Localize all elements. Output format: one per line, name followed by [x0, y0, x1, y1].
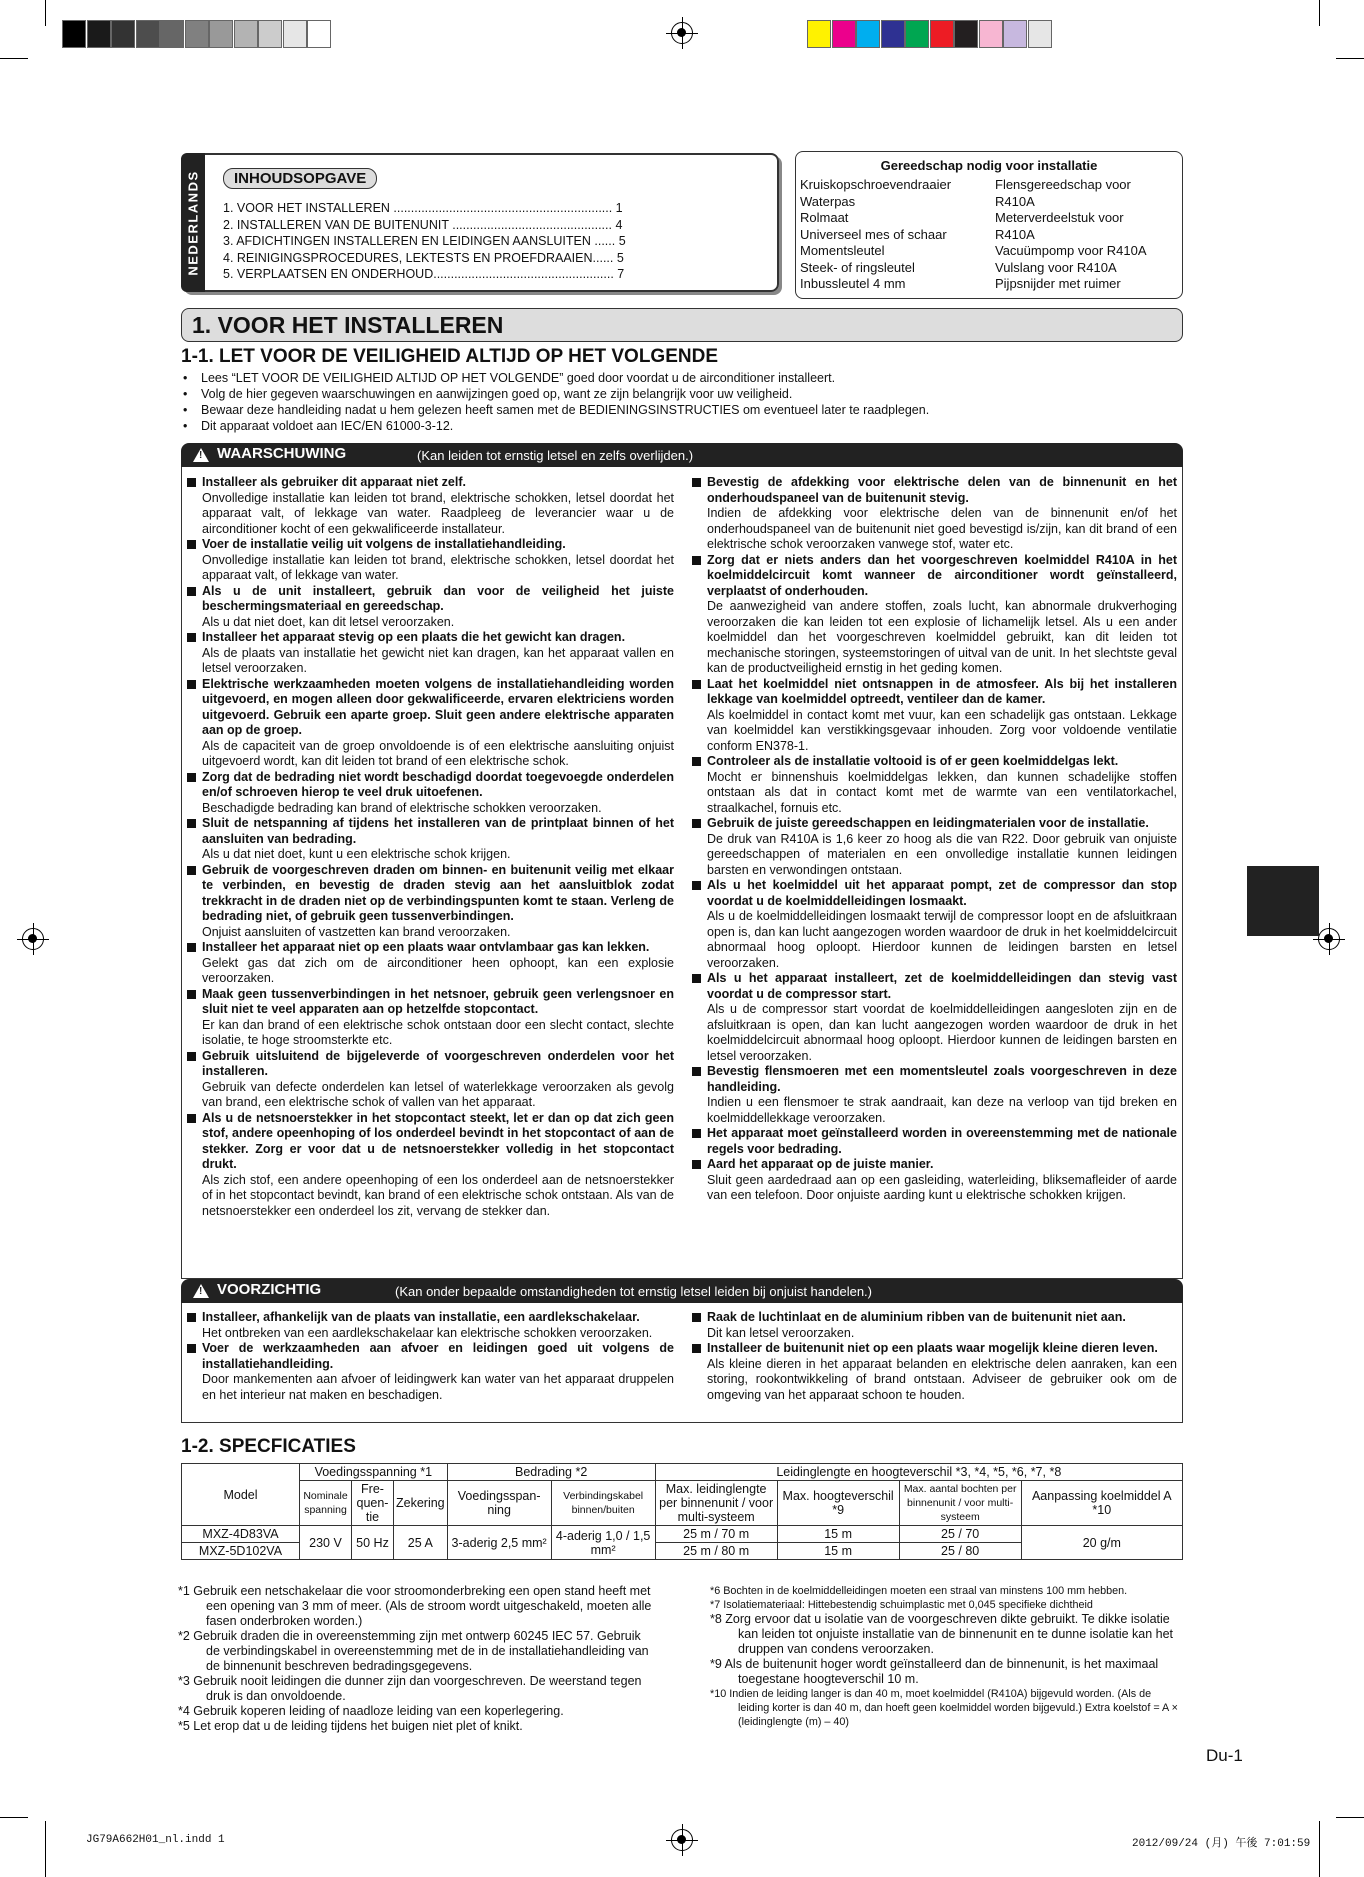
footnote: *10 Indien de leiding langer is dan 40 m, moet koelmiddel (R410A) bijgevuld worden. (Als de leiding korter is dan 40 m, dan hoeft geen koelmiddel worden bijgevuld.) Extra koelstof = A × (leidinglengte (m) – 40)	[710, 1688, 1178, 1728]
tool-item: Flensgereedschap voor	[995, 177, 1131, 192]
warning-item-heading: Zorg dat de bedrading niet wordt beschadigd doordat toegevoegde onderdelen en/of schroeven hierop te veel druk uitoefenen.	[202, 769, 674, 799]
warning-item	[689, 1126, 1177, 1157]
warning-item	[184, 475, 674, 537]
toc-item[interactable]: 3. AFDICHTINGEN INSTALLEREN EN LEIDINGEN AANSLUITEN ...... 5	[223, 234, 626, 248]
warning-item-text: Er kan dan brand of een elektrische schok ontstaan door een slecht contact, slechte isolatie, te hoge stroomsterkte etc.	[202, 1017, 674, 1047]
warning-item	[689, 816, 1177, 878]
bullet-item: • Bewaar deze handleiding nadat u hem gelezen heeft samen met de BEDIENINGSINSTRUCTIES om eventueel later te raadplegen.	[181, 402, 929, 418]
color-swatch	[832, 20, 856, 48]
warning-item-text: Gelekt gas dat zich om de airconditioner heen ophoopt, kan een explosie veroorzaken.	[202, 955, 674, 985]
header-maxheight: Max. hoogteverschil *9	[777, 1481, 899, 1526]
caution-left-column	[184, 1310, 674, 1403]
footnote: *6 Bochten in de koelmiddelleidingen moeten een straal van minstens 100 mm hebben.	[710, 1585, 1128, 1597]
warning-item	[184, 630, 674, 677]
registration-mark-icon	[671, 22, 693, 44]
color-swatch	[856, 20, 880, 48]
gray-swatch	[160, 20, 184, 48]
tools-title: Gereedschap nodig voor installatie	[880, 158, 1098, 173]
warning-item-heading: Aard het apparaat op de juiste manier.	[707, 1157, 934, 1171]
cell-fuse: 25 A	[394, 1526, 448, 1560]
footnote: *7 Isolatiemateriaal: Hittebestendig schuimplastic met 0,045 specifieke dichtheid	[710, 1599, 1093, 1611]
warning-item-text: Sluit geen aardedraad aan op een gasleiding, waterleiding, bliksemafleider of aarde van een telefoon. Door onjuiste aarding kunt u elektrische schokken krijgen.	[707, 1172, 1177, 1202]
warning-item-heading: Gebruik de juiste gereedschappen en leidingmaterialen voor de installatie.	[707, 816, 1149, 830]
gray-swatch	[62, 20, 86, 48]
caution-item-text: Dit kan letsel veroorzaken.	[707, 1325, 855, 1340]
warning-left-column	[184, 475, 674, 1219]
toc-item[interactable]: 1. VOOR HET INSTALLEREN ............................................................... 1	[223, 201, 623, 215]
warning-item-heading: Installeer het apparaat niet op een plaats waar ontvlambaar gas kan lekken.	[202, 940, 650, 954]
gray-swatch	[234, 20, 258, 48]
warning-item	[689, 475, 1177, 553]
crop-mark	[45, 0, 46, 26]
gray-swatch	[258, 20, 282, 48]
cell-freq: 50 Hz	[352, 1526, 394, 1560]
warning-item-text: Gebruik van defecte onderdelen kan letsel of waterlekkage veroorzaken als gevolg van brand, een elektrische schok of vallen van het apparaat.	[202, 1079, 674, 1109]
gray-swatch	[87, 20, 111, 48]
footnote: *9 Als de buitenunit hoger wordt geïnstalleerd dan de binnenunit, is het maximaal toegestane hoogteverschil 10 m.	[710, 1657, 1159, 1686]
tool-item: R410A	[995, 193, 1035, 209]
caution-item-heading: Installeer, afhankelijk van de plaats van installatie, een aardlekschakelaar.	[202, 1310, 640, 1324]
cell-len: 25 m / 80 m	[655, 1543, 777, 1560]
warning-item-text: Beschadigde bedrading kan brand of elektrische schokken veroorzaken.	[202, 800, 602, 815]
bullet-item: • Dit apparaat voldoet aan IEC/EN 61000-3-12.	[181, 418, 929, 434]
registration-mark-icon	[1318, 928, 1340, 950]
warning-item	[184, 1049, 674, 1111]
cell-supply: 3-aderig 2,5 mm²	[447, 1526, 551, 1560]
bullet-item: • Lees “LET VOOR DE VEILIGHEID ALTIJD OP HET VOLGENDE” goed door voordat u de airconditioner installeert.	[181, 370, 929, 386]
warning-item	[689, 553, 1177, 677]
warning-item	[184, 940, 674, 987]
warning-item-text: De druk van R410A is 1,6 keer zo hoog als die van R22. Door gebruik van onjuiste gereedschappen of materialen en een onvolledige installatie kunnen leidingen barsten en verwondingen ontstaan.	[707, 831, 1177, 877]
warning-item-heading: Als u de netsnoerstekker in het stopcontact steekt, let er dan op dat zich geen stof, andere opeenhoping of los onderdeel bevindt in het stopcontact of aan de stekker. Zorg er voor dat u de netsnoerstekker volledig in het stopcontact drukt.	[202, 1110, 674, 1171]
cell-cable: 4-aderig 1,0 / 1,5 mm²	[551, 1526, 655, 1560]
warning-item-text: Onvolledige installatie kan leiden tot brand, elektrische schokken, letsel doordat het apparaat valt, of lekkage van water. Raadpleeg de leverancier waar u de airconditioner kocht of een gekwalificeerde installateur.	[202, 490, 674, 536]
warning-item-text: Als de capaciteit van de groep onvoldoende is of een elektrische aansluiting onjuist uitgevoerd wordt, kan dit leiden tot brand of een elektrische schok.	[202, 738, 674, 768]
warning-item	[689, 754, 1177, 816]
caution-subtitle: (Kan onder bepaalde omstandigheden tot ernstig letsel leiden bij onjuist handelen.)	[395, 1284, 872, 1299]
warning-title: WAARSCHUWING	[217, 445, 347, 462]
warning-item-heading: Maak geen tussenverbindingen in het netsnoer, gebruik geen verlengsnoer en sluit niet te veel apparaten aan op hetzelfde stopcontact.	[202, 986, 674, 1016]
color-swatch	[954, 20, 978, 48]
warning-item-heading: Elektrische werkzaamheden moeten volgens de installatiehandleiding worden uitgevoerd, en mogen alleen door gekwalificeerde, ervaren elektriciens worden uitgevoerd. Gebruik een aparte groep. Sluit geen andere elektrische apparaten aan op de groep.	[202, 676, 674, 737]
tool-item: Inbussleutel 4 mm	[800, 276, 906, 291]
section-title: 1. VOOR HET INSTALLEREN	[181, 308, 1183, 342]
cell-bends: 25 / 80	[899, 1543, 1021, 1560]
warning-subtitle: (Kan leiden tot ernstig letsel en zelfs overlijden.)	[417, 448, 694, 463]
tool-item: R410A	[995, 226, 1035, 242]
cell-height: 15 m	[777, 1543, 899, 1560]
warning-item	[184, 537, 674, 584]
footnote: *5 Let erop dat u de leiding tijdens het buigen niet plet of knikt.	[178, 1719, 523, 1733]
warning-item-heading: Bevestig de afdekking voor elektrische delen van de binnenunit en het onderhoudspaneel van de buitenunit stevig.	[707, 475, 1177, 505]
warning-item	[184, 863, 674, 941]
caution-header	[181, 1279, 1183, 1303]
cell-model: MXZ-5D102VA	[182, 1543, 300, 1560]
warning-item	[184, 677, 674, 770]
tools-left-list	[800, 177, 951, 293]
footer-timestamp: 2012/09/24 (月) 午後 7:01:59	[1132, 1838, 1311, 1850]
warning-item-heading: Gebruik de voorgeschreven draden om binnen- en buitenunit veilig met elkaar te verbinden, en bevestig de draden stevig aan het aansluitblok zodat trekkracht in de draden niet op de verbindingspunten komt te staan. Verleng de bedrading niet, of gebruik geen tussenverbindingen.	[202, 862, 674, 923]
color-swatch	[930, 20, 954, 48]
tool-item: Pijpsnijder met ruimer	[995, 276, 1121, 291]
warning-item	[689, 677, 1177, 755]
warning-item-text: Mocht er binnenshuis koelmiddelgas lekken, dan kunnen schadelijke stoffen ontstaan als dat in contact komt met de warmte van een ventilatorkachel, straalkachel, fornuis etc.	[707, 769, 1177, 815]
cell-len: 25 m / 70 m	[655, 1526, 777, 1543]
warning-item-heading: Laat het koelmiddel niet ontsnappen in de atmosfeer. Als bij het installeren lekkage van koelmiddel optreedt, ventileer dan de kamer.	[707, 676, 1177, 706]
color-swatch	[807, 20, 831, 48]
header-pipe: Leidinglengte en hoogteverschil *3, *4, *5, *6, *7, *8	[655, 1464, 1182, 1481]
header-cable: Verbindingskabel binnen/buiten	[551, 1481, 655, 1526]
gray-swatch	[307, 20, 331, 48]
warning-item	[184, 770, 674, 817]
cell-height: 15 m	[777, 1526, 899, 1543]
tool-item: Universeel mes of schaar	[800, 226, 947, 242]
color-swatch	[979, 20, 1003, 48]
header-freq: Fre-quen-tie	[352, 1481, 394, 1526]
caution-item	[184, 1341, 674, 1403]
caution-item	[689, 1310, 1177, 1341]
header-refr: Aanpassing koelmiddel A *10	[1021, 1481, 1182, 1526]
header-nominal: Nominale spanning	[300, 1481, 352, 1526]
warning-item-heading: Sluit de netspanning af tijdens het installeren van de printplaat binnen of het aansluiten van bedrading.	[202, 816, 674, 846]
crop-mark	[45, 1821, 46, 1877]
warning-item-text: Onjuist aansluiten of vastzetten kan brand veroorzaken.	[202, 924, 511, 939]
tools-box	[795, 151, 1183, 299]
gray-swatch	[185, 20, 209, 48]
warning-item	[184, 816, 674, 863]
tool-item: Kruiskopschroevendraaier	[800, 177, 952, 192]
footnote: *1 Gebruik een netschakelaar die voor stroomonderbreking een open stand heeft met een opening van 3 mm of meer. (Als de stroom wordt uitgeschakeld, moeten alle fasen onderbroken worden.)	[178, 1584, 652, 1628]
intro-bullets	[181, 370, 929, 434]
cell-bends: 25 / 70	[899, 1526, 1021, 1543]
caution-title: VOORZICHTIG	[217, 1281, 322, 1298]
warning-item-text: Als koelmiddel in contact komt met vuur, kan een schadelijk gas ontstaan. Lekkage van koelmiddel kan verstikkingsgevaar inhouden. Zorg voor voldoende ventilatie conform EN378-1.	[707, 707, 1177, 753]
caution-icon	[193, 1284, 209, 1298]
warning-item-text: Als u dat niet doet, kan dit letsel veroorzaken.	[202, 614, 455, 629]
crop-mark	[1336, 1817, 1364, 1818]
warning-icon	[193, 448, 209, 462]
color-swatch	[881, 20, 905, 48]
gray-swatch	[283, 20, 307, 48]
header-model: Model	[182, 1464, 300, 1526]
subsection-title: 1-1. LET VOOR DE VEILIGHEID ALTIJD OP HET VOLGENDE	[181, 346, 719, 367]
warning-item	[689, 878, 1177, 971]
registration-mark-icon	[22, 928, 44, 950]
language-tab	[181, 153, 205, 292]
gray-swatch	[209, 20, 233, 48]
crop-mark	[0, 58, 28, 59]
warning-item-text: Als de plaats van installatie het gewicht niet kan dragen, kan het apparaat vallen en letsel veroorzaken.	[202, 645, 674, 675]
caution-item	[184, 1310, 674, 1341]
cell-model: MXZ-4D83VA	[182, 1526, 300, 1543]
color-swatch	[1003, 20, 1027, 48]
warning-header	[181, 443, 1183, 467]
caution-item-text: Als kleine dieren in het apparaat belanden en elektrische delen aanraken, kan een storing, rookontwikkeling of brand ontstaan. Adviseer de gebruiker ook om de omgeving van het apparaat schoon te houden.	[707, 1356, 1177, 1402]
caution-item	[689, 1341, 1177, 1403]
warning-item-text: Als u de compressor start voordat de koelmiddelleidingen aangesloten zijn en de afsluitkraan is open, dan kan lucht aangezogen worden waardoor de druk in het koelmiddelcircuit abnormaal hoog oploopt. Hierdoor kunnen de leidingen barsten en letsel veroorzaken.	[707, 1002, 1177, 1063]
caution-item-text: Het ontbreken van een aardlekschakelaar kan elektrische schokken veroorzaken.	[202, 1325, 653, 1340]
header-bends: Max. aantal bochten per binnenunit / voor multi-systeem	[899, 1481, 1021, 1526]
footnote: *4 Gebruik koperen leiding of naadloze leiding van een koperlegering.	[178, 1704, 564, 1718]
footnotes-left	[178, 1584, 656, 1734]
caution-item-heading: Installeer de buitenunit niet op een plaats waar mogelijk kleine dieren leven.	[707, 1341, 1158, 1355]
warning-item	[689, 1064, 1177, 1126]
chapter-tab	[1247, 866, 1319, 936]
crop-mark	[0, 1817, 28, 1818]
caution-right-column	[689, 1310, 1177, 1403]
tool-item: Vacuümpomp voor R410A	[995, 243, 1147, 258]
specs-table	[181, 1463, 1183, 1560]
page-number: Du-1	[1206, 1746, 1243, 1765]
warning-item	[689, 971, 1177, 1064]
crop-mark	[1319, 0, 1320, 26]
tool-item: Momentsleutel	[800, 243, 885, 258]
warning-item-text: Als u de koelmiddelleidingen losmaakt terwijl de compressor loopt en de afsluitkraan open is, dan kan lucht aangezogen worden waardoor de druk in het koelmiddelcircuit abnormaal hoog oploopt. Hierdoor kunnen de leidingen barsten en letsel veroorzaken.	[707, 909, 1177, 970]
bullet-item: • Volg de hier gegeven waarschuwingen en aanwijzingen goed op, want ze zijn belangrijk voor uw veiligheid.	[181, 386, 929, 402]
warning-item-heading: Gebruik uitsluitend de bijgeleverde of voorgeschreven onderdelen voor het installeren.	[202, 1048, 674, 1078]
crop-mark	[1336, 58, 1364, 59]
toc-item[interactable]: 5. VERPLAATSEN EN ONDERHOUD.................................................... 7	[223, 267, 625, 281]
tool-item: Vulslang voor R410A	[995, 259, 1117, 275]
tools-right-list	[995, 177, 1147, 293]
caution-item-heading: Voer de werkzaamheden aan afvoer en leidingen goed uit volgens de installatiehandleiding.	[202, 1341, 674, 1371]
header-wiring: Bedrading *2	[447, 1464, 655, 1481]
warning-item-heading: Voer de installatie veilig uit volgens de installatiehandleiding.	[202, 537, 566, 551]
toc-title: INHOUDSOPGAVE	[223, 168, 377, 189]
cell-voltage: 230 V	[300, 1526, 352, 1560]
header-maxlen: Max. leidinglengte per binnenunit / voor multi-systeem	[655, 1481, 777, 1526]
warning-item-heading: Bevestig flensmoeren met een momentsleutel zoals voorgeschreven in deze handleiding.	[707, 1064, 1177, 1094]
footnotes-right	[710, 1584, 1184, 1729]
warning-item-heading: Zorg dat er niets anders dan het voorgeschreven koelmiddel R410A in het koelmiddelcircuit komt wanneer de airconditioner wordt geïnstalleerd, verplaatst of onderhouden.	[707, 552, 1177, 598]
footnote: *8 Zorg ervoor dat u isolatie van de voorgeschreven dikte gebruikt. Te dikke isolatie kan leiden tot onjuiste installatie van de binnenunit en te dunne isolatie kan het druppen van condens veroorzaken.	[710, 1612, 1174, 1656]
cell-refr: 20 g/m	[1021, 1526, 1182, 1560]
warning-item-heading: Als u het apparaat installeert, zet de koelmiddelleidingen dan stevig vast voordat u de compressor start.	[707, 971, 1177, 1001]
warning-item	[184, 584, 674, 631]
footnote: *3 Gebruik nooit leidingen die dunner zijn dan voorgeschreven. De weerstand tegen druk is dan onvoldoende.	[178, 1674, 642, 1703]
toc-item[interactable]: 2. INSTALLEREN VAN DE BUITENUNIT .............................................. 4	[223, 217, 623, 232]
specs-title: 1-2. SPECFICATIES	[181, 1436, 356, 1457]
gray-swatch	[111, 20, 135, 48]
tool-item: Meterverdeelstuk voor	[995, 210, 1124, 225]
warning-item-heading: Als u het koelmiddel uit het apparaat pompt, zet de compressor dan stop voordat u de koelmiddelleidingen losmaakt.	[707, 878, 1177, 908]
caution-item-text: Door mankementen aan afvoer of leidingwerk kan water van het apparaat druppelen en het interieur nat maken en beschadigen.	[202, 1372, 674, 1402]
warning-item-heading: Het apparaat moet geïnstalleerd worden in overeenstemming met de nationale regels voor bedrading.	[707, 1126, 1177, 1156]
warning-item-text: Onvolledige installatie kan leiden tot brand, elektrische schokken, letsel doordat het apparaat valt, of lekkage van water.	[202, 552, 674, 582]
warning-item-heading: Als u de unit installeert, gebruik dan voor de veiligheid het juiste beschermingsmateriaal en gereedschap.	[202, 583, 674, 613]
tool-item: Waterpas	[800, 193, 856, 209]
header-fuse: Zekering	[394, 1481, 448, 1526]
registration-mark-icon	[671, 1829, 693, 1851]
warning-item-heading: Installeer het apparaat stevig op een plaats die het gewicht kan dragen.	[202, 630, 626, 644]
color-swatch	[905, 20, 929, 48]
footnote: *2 Gebruik draden die in overeenstemming zijn met ontwerp 60245 IEC 57. Gebruik de verbindingskabel in overeenstemming met de in de installatiehandleiding van de binnenunit beschreven bedradingsgegevens.	[178, 1629, 649, 1673]
tool-item: Rolmaat	[800, 210, 849, 225]
warning-item-heading: Installeer als gebruiker dit apparaat niet zelf.	[202, 475, 466, 489]
color-swatch	[1028, 20, 1052, 48]
warning-item-heading: Controleer als de installatie voltooid is of er geen koelmiddelgas lekt.	[707, 754, 1119, 768]
caution-item-heading: Raak de luchtinlaat en de aluminium ribben van de buitenunit niet aan.	[707, 1310, 1126, 1324]
crop-mark	[1319, 1821, 1320, 1877]
header-supply: Voedingsspan-ning	[447, 1481, 551, 1526]
warning-right-column	[689, 475, 1177, 1204]
footer-filename: JG79A662H01_nl.indd 1	[86, 1834, 225, 1846]
tool-item: Steek- of ringsleutel	[800, 259, 915, 275]
warning-item	[184, 1111, 674, 1220]
warning-item-text: De aanwezigheid van andere stoffen, zoals lucht, kan abnormale drukverhoging veroorzaken die kan leiden tot een explosie of lichamelijk letsel. Als u een ander koelmiddel dan het voorgeschreven koelmiddel gebruikt, kan dit leiden tot mechanische storingen, systeemstoringen of uitval van de unit. In het slechtste geval kan de productveiligheid ernstig in het geding komen.	[707, 599, 1177, 675]
toc-list	[223, 200, 691, 283]
warning-item-text: Indien de afdekking voor elektrische delen van de binnenunit en/of het onderhoudspaneel van de buitenunit niet goed bevestigd is/zijn, kan dit brand of een elektrische schok veroorzaken vanwege stof, water etc.	[707, 506, 1177, 551]
warning-item-text: Indien u een flensmoer te strak aandraait, kan deze na verloop van tijd breken en koelmiddellekkage veroorzaken.	[707, 1095, 1177, 1125]
warning-item	[689, 1157, 1177, 1204]
header-power: Voedingsspanning *1	[300, 1464, 448, 1481]
language-label: NEDERLANDS	[185, 170, 201, 276]
warning-item-text: Als u dat niet doet, kunt u een elektrische schok krijgen.	[202, 847, 511, 861]
warning-item	[184, 987, 674, 1049]
gray-swatch	[136, 20, 160, 48]
warning-item-text: Als zich stof, een andere opeenhoping of een los onderdeel aan de netsnoerstekker of in het stopcontact bevindt, kan brand of een elektrische schok ontstaan. Als van de netsnoerstekker een onderdeel los zit, vervang de stekker dan.	[202, 1172, 674, 1218]
toc-item[interactable]: 4. REINIGINGSPROCEDURES, LEKTESTS EN PROEFDRAAIEN...... 5	[223, 250, 624, 265]
